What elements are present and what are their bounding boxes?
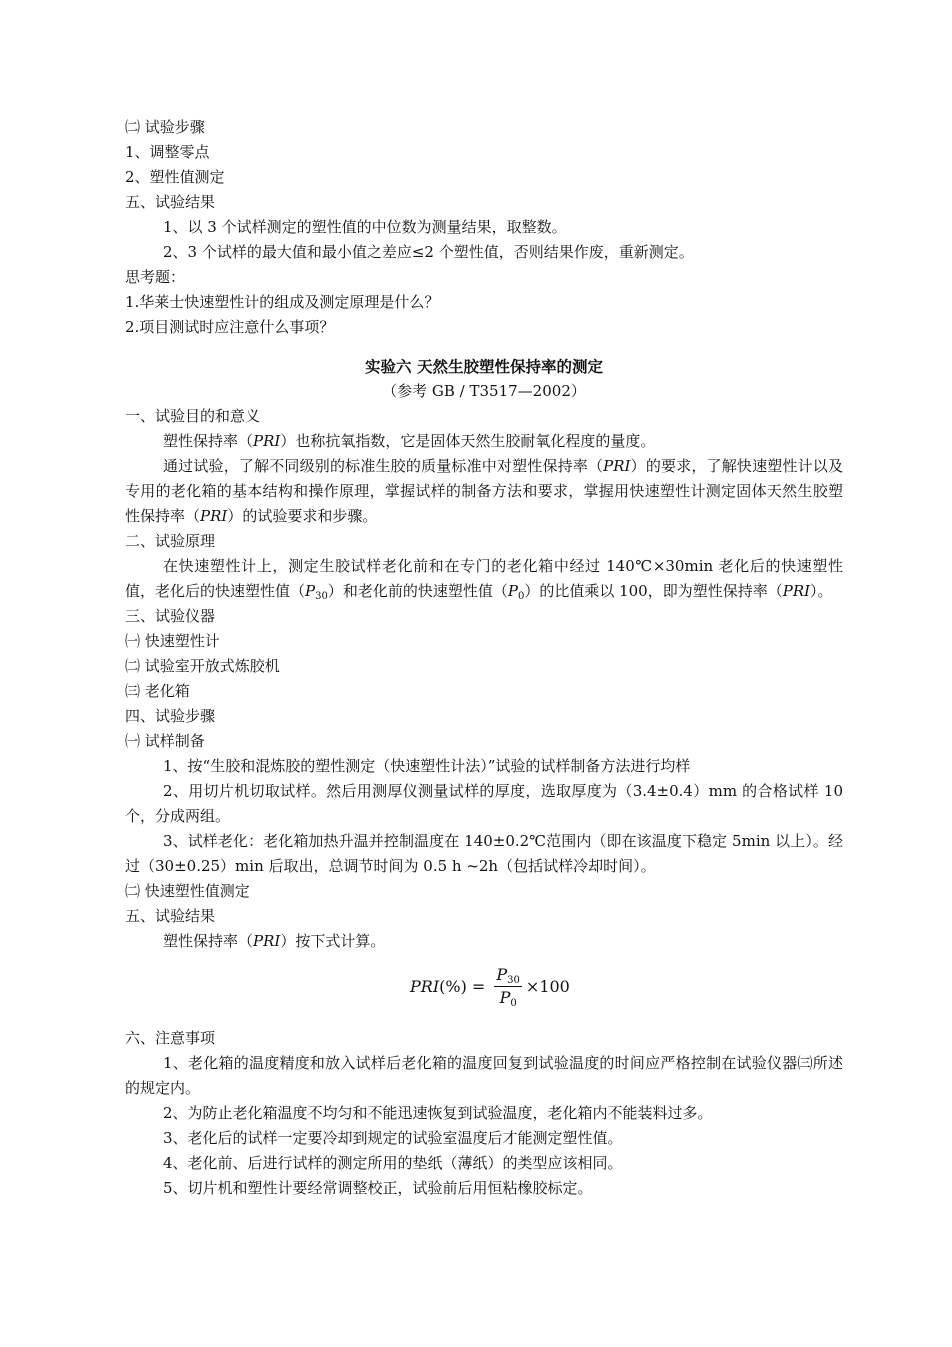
section-heading: 二、试验原理 bbox=[125, 532, 216, 550]
result-item: 2、3 个试样的最大值和最小值之差应≤2 个塑性值，否则结果作废，重新测定。 bbox=[163, 243, 694, 261]
note-item: 3、老化后的试样一定要冷却到规定的试验室温度后才能测定塑性值。 bbox=[163, 1129, 623, 1147]
step-item: 1、按“生胶和混炼胶的塑性测定（快速塑性计法）”试验的试样制备方法进行均样 bbox=[163, 757, 691, 775]
section-heading: 一、试验目的和意义 bbox=[125, 407, 261, 425]
formula-unit: (%) bbox=[439, 977, 467, 996]
formula-multiplier: ×100 bbox=[525, 977, 570, 996]
paragraph: 塑性保持率（PRI）也称抗氧指数，它是固体天然生胶耐氧化程度的量度。 bbox=[163, 432, 656, 450]
step-item: 2、用切片机切取试样。然后用测厚仪测量试样的厚度，选取厚度为（3.4±0.4）mm 的合格试样 10 个，分成两组。 bbox=[125, 782, 843, 825]
step-item: 3、试样老化：老化箱加热升温并控制温度在 140±0.2℃范围内（即在该温度下稳定 5min 以上）。经过（30±0.25）min 后取出，总调节时间为 0.5 h ~2h（包括试样冷却时间）。 bbox=[125, 832, 843, 875]
paragraph: 通过试验，了解不同级别的标准生胶的质量标准中对塑性保持率（PRI）的要求，了解快速塑性计以及专用的老化箱的基本结构和操作原理，掌握试样的制备方法和要求，掌握用快速塑性计测定固体天然生胶塑性保持率（PRI）的试验要求和步骤。 bbox=[125, 457, 843, 525]
note-item: 2、为防止老化箱温度不均匀和不能迅速恢复到试验温度，老化箱内不能装料过多。 bbox=[163, 1104, 713, 1122]
formula-block bbox=[125, 958, 843, 1018]
formula-fraction bbox=[494, 964, 522, 1009]
formula-equals: = bbox=[466, 977, 491, 996]
instrument-item: ㈠ 快速塑性计 bbox=[125, 632, 220, 650]
document-page bbox=[125, 115, 843, 1201]
note-item: 5、切片机和塑性计要经常调整校正，试验前后用恒粘橡胶标定。 bbox=[163, 1179, 593, 1197]
formula-lhs: PRI bbox=[410, 977, 440, 996]
formula-numerator: $P_{30}$ bbox=[496, 965, 520, 986]
paragraph: 塑性保持率（PRI）按下式计算。 bbox=[163, 932, 386, 950]
note-item: 4、老化前、后进行试样的测定所用的垫纸（薄纸）的类型应该相同。 bbox=[163, 1154, 623, 1172]
instrument-item: ㈡ 试验室开放式炼胶机 bbox=[125, 657, 280, 675]
instrument-item: ㈢ 老化箱 bbox=[125, 682, 190, 700]
section-heading: 五、试验结果 bbox=[125, 193, 216, 211]
pri-formula bbox=[410, 964, 570, 1009]
step-item: 1、调整零点 bbox=[125, 143, 210, 161]
section-heading: 五、试验结果 bbox=[125, 907, 216, 925]
subsection-heading: ㈡ 快速塑性值测定 bbox=[125, 882, 250, 900]
experiment-subtitle: （参考 GB / T3517—2002） bbox=[382, 382, 586, 400]
result-item: 1、以 3 个试样测定的塑性值的中位数为测量结果，取整数。 bbox=[163, 218, 567, 236]
paragraph: 在快速塑性计上，测定生胶试样老化前和在专门的老化箱中经过 140℃×30min 老化后的快速塑性值，老化后的快速塑性值$(P_{30})$和老化前的快速塑性值$(P_0)$的比值乘以 100，即为塑性保持率（PRI）。 bbox=[125, 557, 843, 602]
question-item: 2.项目测试时应注意什么事项？ bbox=[125, 318, 335, 336]
step-heading: ㈡ 试验步骤 bbox=[125, 118, 205, 136]
note-item: 1、老化箱的温度精度和放入试样后老化箱的温度回复到试验温度的时间应严格控制在试验仪器㈢所述的规定内。 bbox=[125, 1054, 843, 1097]
step-item: 2、塑性值测定 bbox=[125, 168, 225, 186]
section-heading: 六、注意事项 bbox=[125, 1029, 216, 1047]
section-heading: 四、试验步骤 bbox=[125, 707, 216, 725]
questions-heading: 思考题： bbox=[125, 268, 186, 286]
formula-denominator: $P_0$ bbox=[499, 988, 517, 1009]
section-heading: 三、试验仪器 bbox=[125, 607, 216, 625]
subsection-heading: ㈠ 试样制备 bbox=[125, 732, 205, 750]
question-item: 1.华莱士快速塑性计的组成及测定原理是什么？ bbox=[125, 293, 440, 311]
experiment-title: 实验六 天然生胶塑性保持率的测定 bbox=[365, 357, 603, 376]
